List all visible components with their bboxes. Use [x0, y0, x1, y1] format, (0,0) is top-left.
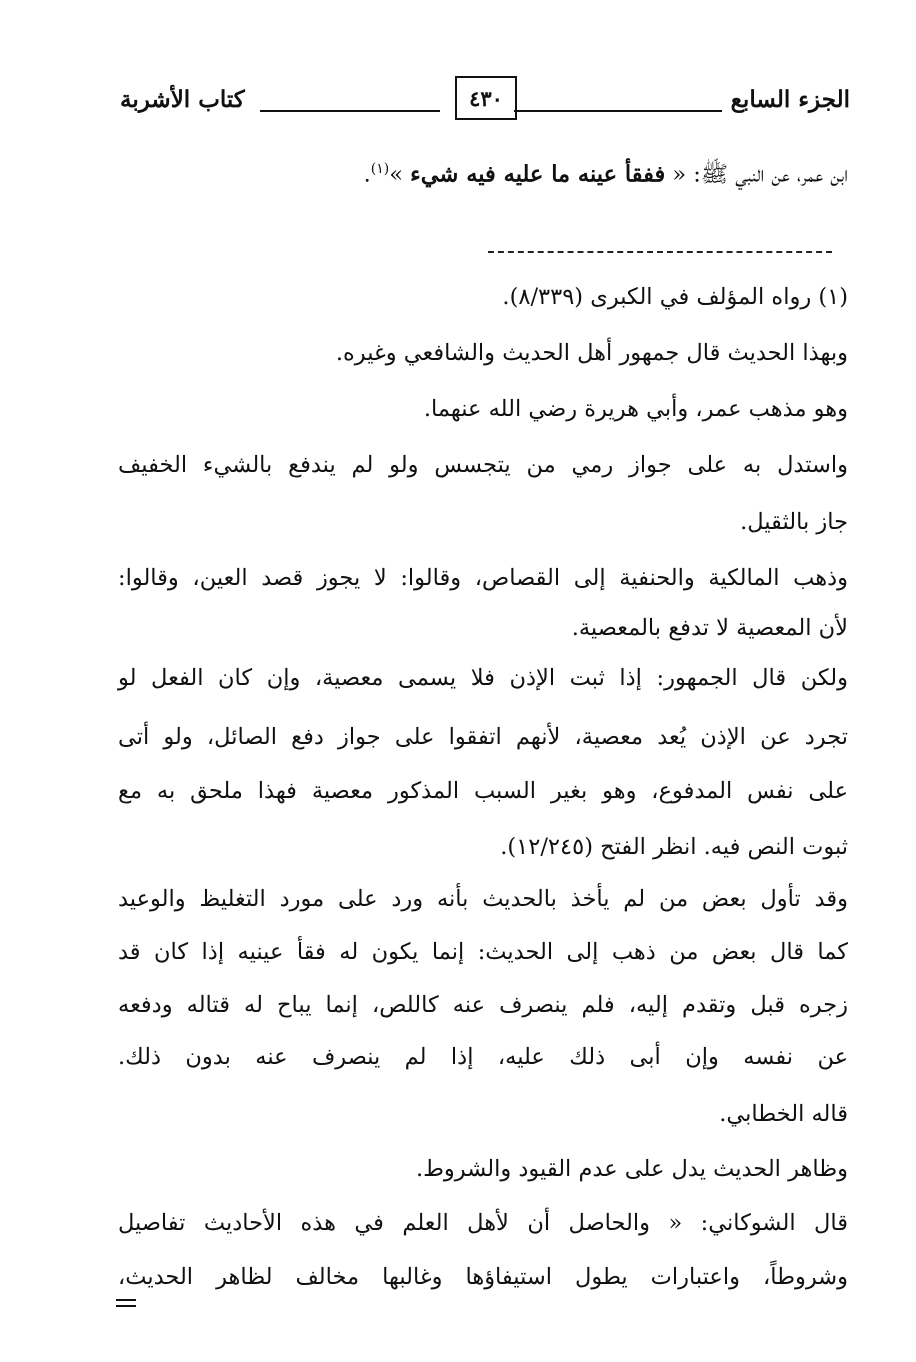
quote-close: » [389, 161, 411, 188]
page-number: ٤٣٠ [455, 76, 517, 120]
text-line: ثبوت النص فيه. انظر الفتح (١٢/٢٤٥). [500, 834, 848, 860]
text-line: قاله الخطابي. [719, 1101, 848, 1127]
text-line: وذهب المالكية والحنفية إلى القصاص، وقالوا: لا يجوز قصد العين، وقالوا: [118, 565, 848, 591]
opening-text: ابن عمر، عن النبي ﷺ: « [665, 161, 848, 188]
text-line: وهو مذهب عمر، وأبي هريرة رضي الله عنهما. [423, 396, 848, 422]
text-line: على نفس المدفوع، وهو بغير السبب المذكور معصية فهذا ملحق به مع [118, 778, 848, 804]
text-line: لأن المعصية لا تدفع بالمعصية. [571, 615, 848, 641]
line-end: . [363, 161, 371, 188]
text-line: وظاهر الحديث يدل على عدم القيود والشروط. [415, 1156, 848, 1182]
header-rule-right [514, 110, 722, 112]
running-header [120, 72, 850, 128]
volume-label: الجزء السابع [730, 86, 850, 113]
footnote-text: (١) رواه المؤلف في الكبرى (٨/٣٣٩). [502, 284, 848, 310]
text-line: تجرد عن الإذن يُعد معصية، لأنهم اتفقوا على جواز دفع الصائل، ولو أتى [118, 724, 848, 750]
text-line: واستدل به على جواز رمي من يتجسس ولو لم يندفع بالشيء الخفيف [118, 452, 848, 478]
hadith-quote: ففقأ عينه ما عليه فيه شيء [410, 161, 666, 188]
opening-line [364, 162, 848, 186]
text-line: وبهذا الحديث قال جمهور أهل الحديث والشافعي وغيره. [335, 340, 848, 366]
book-title: كتاب الأشربة [120, 86, 245, 113]
text-line: كما قال بعض من ذهب إلى الحديث: إنما يكون له فقأ عينيه إذا كان قد [118, 939, 848, 965]
footnote-ref: (١) [370, 161, 390, 177]
text-line: وقد تأول بعض من لم يأخذ بالحديث بأنه ورد على مورد التغليظ والوعيد [118, 886, 848, 912]
footnote-separator [488, 251, 832, 253]
text-line: جاز بالثقيل. [740, 509, 848, 535]
text-line: قال الشوكاني: « والحاصل أن لأهل العلم في هذه الأحاديث تفاصيل [118, 1210, 848, 1236]
text-line: ولكن قال الجمهور: إذا ثبت الإذن فلا يسمى معصية، وإن كان الفعل لو [118, 665, 848, 691]
text-line: زجره قبل وتقدم إليه، فلم ينصرف عنه كاللص، إنما يباح له قتاله ودفعه [118, 992, 848, 1018]
text-line: وشروطاً، واعتبارات يطول استيفاؤها وغالبها مخالف لظاهر الحديث، [118, 1264, 848, 1290]
header-rule-left [260, 110, 440, 112]
continuation-mark [116, 1299, 136, 1307]
text-line: عن نفسه وإن أبى ذلك عليه، إذا لم ينصرف عنه بدون ذلك. [118, 1044, 848, 1070]
